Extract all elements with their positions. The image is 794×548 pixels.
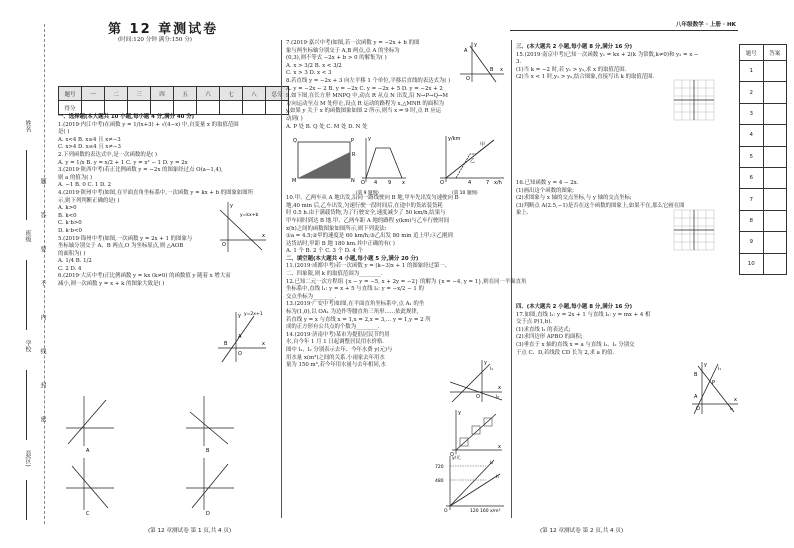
tick-label: 120 160	[470, 509, 489, 514]
question-line: 6.(2019·大庆中考)正比例函数 y = kx (k≠0) 的函数值 y 随着 x 增大而	[58, 273, 231, 280]
seal-char: 线	[39, 348, 46, 354]
point-label: A	[694, 394, 698, 400]
seal-char: 不	[39, 280, 46, 286]
answer-cell[interactable]	[763, 253, 787, 274]
score-header-cell: 六	[197, 87, 220, 101]
point-label: B	[224, 341, 228, 347]
question-line: 量为 150 m³,若今年用水量与去年相同,水	[286, 362, 386, 369]
question-line: 时 0.5 h.由于满载货物,为了行驶安全,速度减少了 50 km/h,结果与	[286, 210, 446, 217]
vertex-label: N	[351, 178, 355, 184]
question-line: 15.(2019·南京中考)已知一次函数 y₁ = kx + 2(k 为常数,k≠0)和 y₂ = x −	[516, 51, 699, 58]
score-header-cell: 四	[151, 87, 174, 101]
q9-q10-figures	[290, 132, 508, 198]
score-cell[interactable]	[151, 101, 174, 115]
line-label: l₂	[490, 461, 494, 466]
answer-number: 8	[740, 210, 764, 231]
score-header-cell: 题号	[59, 87, 82, 101]
score-cell[interactable]	[220, 101, 243, 115]
q6-figures	[62, 392, 272, 516]
axis-label: O	[238, 351, 242, 357]
answer-cell[interactable]	[763, 189, 787, 210]
score-cell[interactable]	[243, 101, 266, 115]
axis-label: x	[498, 444, 501, 450]
option-label: D	[206, 511, 210, 516]
q9-graph	[356, 136, 406, 196]
series-label: 乙	[470, 158, 476, 164]
question-line: 标为(1,0),以 OA₁ 为边作等腰直角三角形……依此规律,	[286, 309, 419, 316]
answer-cell[interactable]	[763, 61, 787, 82]
county-blank[interactable]	[26, 480, 27, 520]
section-heading: 四、(本大题共 2 小题,每小题 8 分,满分 16 分)	[516, 303, 633, 310]
q6-graph-b	[186, 396, 234, 454]
question-line: 交点坐标为________.	[286, 293, 337, 300]
column-divider	[281, 40, 282, 518]
axis-label: y	[484, 360, 487, 366]
tick-label: 480	[435, 479, 444, 484]
section-heading: 三、(本大题共 2 小题,每小题 8 分,满分 16 分)	[516, 44, 633, 50]
axis-label: x	[402, 180, 405, 186]
name-blank[interactable]	[26, 150, 27, 220]
answer-number: 6	[740, 167, 764, 188]
question-line: 坐标系中,直线 l₁: y = x + 5 与直线 l₂: y = −x/2 − 1 的	[286, 286, 424, 293]
axis-label: O	[444, 509, 448, 514]
option-line: D. k·b<0	[58, 227, 82, 234]
school-blank[interactable]	[26, 370, 27, 440]
axis-label: y	[368, 136, 371, 142]
option-line: A. y = 1/x B. y = x/2 + 1 C. y = x² − 1 D. y = 2x	[58, 159, 188, 166]
seal-char: 答	[39, 212, 46, 218]
question-line: 用水量 x(m³)之间的关系.小雨家去年用水	[286, 354, 385, 361]
page-title: 第 12 章测试卷	[108, 22, 219, 37]
question-line: 动到( )	[286, 115, 303, 122]
score-header-cell: 二	[105, 87, 128, 101]
section-heading: 二、填空题(本大题共 4 小题,每小题 5 分,满分 20 分)	[286, 255, 419, 262]
axis-label: y/km	[448, 136, 461, 142]
q6-graph-a	[66, 396, 114, 454]
figure-caption: (第 10 题图)	[452, 191, 478, 196]
binding-line	[44, 24, 45, 524]
question-line: 图中 l₁、l₂ 分别表示去年、今年水费 y(元)与	[286, 347, 393, 353]
point-label: P	[712, 380, 716, 386]
question-line: 若直线 y = x 与直线 x = 1,x = 2,x = 3,… y = 1,y = 2 所	[286, 316, 431, 323]
footer-right: (第 12 章测试卷 第 2 页,共 4 页)	[540, 528, 624, 534]
option-line: A. 1/4 B. 1/2	[58, 258, 92, 265]
q17-figure	[688, 360, 740, 416]
line-l1	[450, 474, 500, 506]
option-line: A. k>0	[58, 205, 77, 212]
line-label: y=2x+1	[244, 312, 263, 317]
score-header-cell: 七	[220, 87, 243, 101]
q5-figure	[214, 310, 268, 364]
series-label: 甲	[480, 142, 486, 148]
answer-cell[interactable]	[763, 210, 787, 231]
seal-char: 内	[39, 314, 46, 320]
question-line: 16.已知函数 y = 4 − 2x.	[516, 179, 579, 186]
graph-line	[456, 414, 496, 450]
question-line: 坐标轴分别交于 A、B 两点,O 为坐标原点,则 △AOB	[58, 243, 184, 250]
line-l2	[698, 366, 734, 412]
question-line: 方向运动至点 M 处停止,设点 R 运动的路程为 x,△MNR 的面积为	[286, 100, 444, 107]
shaded-triangle	[298, 152, 350, 178]
option-line: A. P 处 B. Q 处 C. M 处 D. N 处	[286, 123, 368, 130]
option-line: C. 2 D. 4	[58, 265, 82, 272]
answer-cell[interactable]	[763, 125, 787, 146]
question-line: (1)求直线 l₂ 的表达式;	[516, 326, 571, 333]
score-row-label: 得分	[59, 101, 82, 115]
answer-number: 9	[740, 232, 764, 253]
tick-label: 4	[468, 180, 472, 186]
vertex-label: R	[352, 152, 356, 158]
q16-grid	[672, 208, 716, 252]
figure-caption: (第 9 题图)	[356, 191, 379, 196]
question-line: x(h)之间的函数图象如图所示,则下列说法:	[286, 225, 387, 232]
answer-table	[739, 44, 787, 275]
option-line: A. x<4 B. x≥4 且 x≠−3	[58, 136, 121, 143]
side-label-class: 班级	[24, 230, 31, 242]
line-label: l₂	[730, 407, 734, 412]
question-line: (2)当 x < 1 时,y₁ > y₂,结合图象,直接写出 k 的取值范围.	[516, 74, 655, 81]
line-l2	[450, 460, 494, 506]
question-line: 达货站时,甲距 B 地 180 km.其中正确的有( )	[286, 240, 395, 247]
line-label: l₁	[718, 367, 722, 372]
axis-label: y/元	[452, 456, 461, 461]
option-line: C. x > 3 D. x < 3	[286, 70, 332, 77]
seal-char: 封	[39, 382, 46, 388]
axis-label: y	[238, 313, 241, 319]
question-line: 7.(2019·嘉兴中考)如图,若一次函数 y = −2x + b 的图	[286, 40, 420, 46]
axis-label: x	[262, 233, 265, 239]
question-line: 2.下列函数的表达式中,是一次函数的是( )	[58, 151, 158, 158]
graph-line	[366, 148, 402, 178]
score-cell[interactable]	[197, 101, 220, 115]
question-line: 地,40 min 后,乙车出发,匀速行驶一段时间后,在途中的货站装货耗	[286, 202, 443, 209]
question-line: 水,自今年 1 月 1 日起调整居民用水价格.	[286, 339, 385, 346]
question-line: (3)垂直于 x 轴的直线 x = a 与直线 l₁、l₂ 分别交	[516, 341, 635, 348]
question-line: 11.(2019·成都中考)若一次函数 y = (k−3)x + 1 的图象经过第一、	[286, 263, 451, 270]
vertex-label: Q	[293, 138, 297, 144]
tick-label: 7	[486, 180, 490, 186]
question-line: (1)当 k = −2 时,若 y₁ > y₂,求 x 的取值范围.	[516, 66, 627, 73]
score-cell[interactable]	[82, 101, 105, 115]
q6-graph-c	[66, 458, 114, 516]
answer-cell[interactable]	[763, 167, 787, 188]
score-cell[interactable]	[105, 101, 128, 115]
graph-line	[192, 464, 228, 508]
score-table	[58, 86, 289, 115]
answer-header-cell: 题号	[740, 45, 764, 61]
page-subtitle: (时间:120 分钟 满分:150 分)	[118, 37, 192, 43]
line-label: l₂	[496, 395, 500, 400]
axis-label: x	[262, 341, 265, 347]
answer-number: 1	[740, 61, 764, 82]
option-label: B	[206, 448, 210, 454]
option-line: C. k·b>0	[58, 220, 82, 227]
axis-label: x	[500, 67, 503, 73]
section-heading: 一、选择题(本大题共 10 小题,每小题 4 分,满分 40 分)	[58, 114, 195, 120]
axis-label: x/h	[494, 180, 502, 186]
question-line: 象上.	[516, 210, 529, 217]
axis-label: y	[458, 410, 461, 416]
option-line: A. y = −2x − 2 B. y = −2x C. y = −2x + 5 D. y = −2x + 2	[286, 85, 443, 92]
seal-char: 密	[39, 416, 46, 422]
q4-figure	[214, 200, 268, 254]
score-cell[interactable]	[128, 101, 151, 115]
tick-label: 4	[374, 180, 378, 186]
answer-cell[interactable]	[763, 103, 787, 124]
score-header-cell: 五	[174, 87, 197, 101]
side-label-school: 学校	[24, 340, 31, 352]
point-label: A	[238, 334, 242, 340]
question-line: (2)求四边形 APBO 的面积;	[516, 334, 583, 341]
question-line: 12.已知二元一次方程组 {x − y = −5, x + 2y = −2} 的解为 {x = −4, y = 1},则在同一平面直角	[286, 278, 527, 285]
axis-label: O	[440, 180, 444, 186]
question-line: 甲车同时到达 B 地.甲、乙两车距 A 地的路程 y(km)与乙车行驶时间	[286, 217, 450, 224]
seal-char: 要	[39, 246, 46, 252]
tick-label: 9	[388, 180, 392, 186]
option-line: C. x>4 D. x≤4 且 x≠−3	[58, 144, 121, 151]
axis-label: O	[361, 180, 365, 186]
answer-number: 3	[740, 103, 764, 124]
question-line: (2)求图象与 x 轴的交点坐标,与 y 轴的交点坐标;	[516, 195, 632, 202]
line-label: l₁	[490, 367, 494, 372]
question-line: 成的正方形有公共点的个数为________.	[286, 324, 380, 331]
option-line: B. k<0	[58, 212, 77, 219]
vertex-label: P	[351, 138, 355, 144]
question-line: 4.(2019·陕州中考)如图,在平面直角坐标系中,一次函数 y = kx + b 的图象如图所	[58, 189, 254, 196]
axis-label: O	[696, 406, 700, 412]
score-header-cell: 总分	[266, 87, 289, 101]
score-header-cell: 一	[82, 87, 105, 101]
option-label: C	[86, 511, 90, 516]
option-line: A. −1 B. 0 C. 1 D. 2	[58, 182, 112, 189]
tick-label: 720	[435, 465, 444, 470]
question-line: 二、四象限,则 k 的取值范围为________.	[286, 271, 383, 278]
answer-cell[interactable]	[763, 146, 787, 167]
question-line: 8.若直线 y = −2x + 3 向左平移 1 个单位,平移后直线的表达式为( )	[286, 77, 451, 84]
question-line: 9.如下图,在长方形 MNPQ 中,动点 R 从点 N 出发,沿 N→P→Q→M	[286, 93, 449, 100]
axis-label: x/m³	[490, 509, 501, 514]
answer-cell[interactable]	[763, 232, 787, 253]
answer-header-cell: 答案	[763, 45, 787, 61]
score-header-cell: 三	[128, 87, 151, 101]
answer-number: 5	[740, 146, 764, 167]
question-line: 则 a 的值为( )	[58, 174, 93, 181]
axis-label: y	[704, 362, 707, 368]
score-cell[interactable]	[174, 101, 197, 115]
q10-graph	[440, 136, 504, 196]
axis-label: x	[498, 385, 501, 391]
axis-label: O	[466, 76, 470, 82]
line-label: l₁	[496, 475, 500, 480]
question-line: 的面积为( )	[58, 250, 86, 257]
answer-number: 2	[740, 82, 764, 103]
question-line: 象与两坐标轴分别交于 A,B 两点,点 A 的坐标为	[286, 47, 400, 54]
question-line: 1.(2019·内江中考)在函数 y = 1/(x+3) + √(4−x) 中,自变量 x 的取值范围	[58, 121, 239, 128]
question-line: 3.	[516, 59, 522, 66]
graph-line	[68, 400, 106, 444]
seal-char: 题	[39, 178, 46, 184]
footer-left: (第 12 章测试卷 第 1 页,共 4 页)	[148, 528, 232, 534]
q9-rectangle-figure	[292, 138, 356, 184]
question-line: 14.(2019·济南中考)某市为提倡居民节约用	[286, 331, 390, 338]
axis-label: y	[474, 42, 477, 48]
answer-number: 4	[740, 125, 764, 146]
q15-grid	[672, 78, 716, 122]
vertex-label: M	[292, 178, 297, 184]
q7-figure	[456, 40, 506, 84]
point-label: B	[694, 372, 698, 378]
line-label: y=kx+b	[240, 213, 259, 218]
answer-number: 10	[740, 253, 764, 274]
q12-graph	[450, 360, 502, 402]
header-rule	[510, 30, 738, 31]
question-line: y,如果 y 关于 x 的函数图象如图 2 所示,则当 x = 9 时,点 R 应运	[286, 108, 442, 115]
side-label-county: 县(区)	[24, 450, 31, 467]
option-label: A	[86, 448, 90, 454]
question-line: (0,3),则不等式 −2x + b > 0 的解集为( )	[286, 55, 387, 62]
axis-label: O	[476, 394, 480, 400]
question-line: 17.如图,直线 l₁: y = 2x + 1 与直线 l₂: y = mx + 4 相	[516, 311, 651, 318]
score-header-cell: 八	[243, 87, 266, 101]
point-label: A	[464, 48, 468, 54]
question-line: 3.(2019·陕西中考)若正比例函数 y = −2x 的图象经过点 O(a−1,4),	[58, 167, 223, 174]
q6-graph-d	[186, 458, 234, 516]
question-line: 是( )	[58, 129, 70, 136]
question-line: 交于点 P(1,b).	[516, 319, 553, 326]
option-line: A. 1 个 B. 2 个 C. 3 个 D. 4 个	[286, 248, 363, 255]
axis-label: x	[734, 397, 737, 403]
question-line: (3)判断点 A(2.5,−1)是否在这个函数的图象上,如果不在,那么它画在图	[516, 202, 685, 209]
axis-label: O	[222, 242, 226, 248]
question-line: 减小,则一次函数 y = x + k 的图象大致是( )	[58, 281, 165, 288]
answer-number: 7	[740, 189, 764, 210]
point-label: B	[490, 67, 494, 73]
answer-cell[interactable]	[763, 82, 787, 103]
q13-graph	[450, 410, 502, 458]
graph-line	[470, 46, 496, 82]
q14-graph	[434, 452, 508, 514]
axis-label: y	[230, 203, 233, 209]
question-line: 13.(2019·广安中考)如图,在平面直角坐标系中,点 A₁ 的坐	[286, 301, 425, 308]
header-label: 八年级数学 · 上册 · HK	[675, 22, 736, 28]
question-line: 于点 C、D,若线段 CD 长为 2,求 a 的值.	[516, 349, 615, 356]
side-label-name: 姓名	[24, 120, 31, 132]
class-blank[interactable]	[26, 260, 27, 330]
line-l1	[452, 364, 490, 402]
question-line: 10.甲、乙两车从 A 地出发,沿同一路线驶向 B 地,甲车先出发匀速驶向 B	[286, 195, 459, 202]
question-line: (1)画出这个函数的图象;	[516, 187, 574, 194]
question-line: 示,则下列判断正确的是( )	[58, 197, 120, 204]
question-line: 5.(2019·锦州中考)如图,一次函数 y = 2x + 1 的图象与	[58, 235, 193, 242]
axis-label: O	[450, 452, 454, 458]
question-line: ①a = 4.5;②甲的速度是 60 km/h;③乙出发 80 min 追上甲;④乙刚到	[286, 233, 453, 240]
option-line: A. x > 3/2 B. x < 3/2	[286, 62, 342, 69]
graph-line	[72, 466, 108, 508]
